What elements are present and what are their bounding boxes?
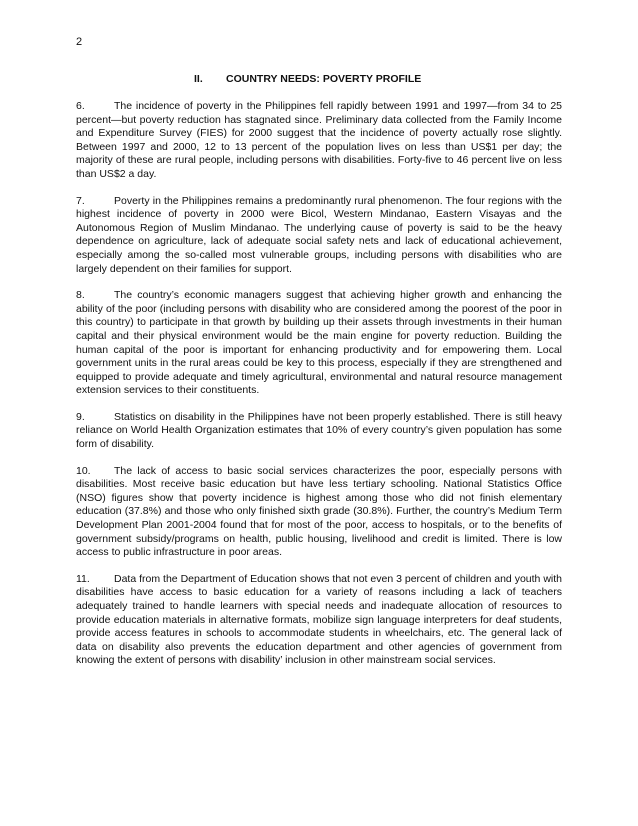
paragraph-10 — [76, 465, 562, 560]
paragraph-8 — [76, 289, 562, 398]
paragraph-11 — [76, 573, 562, 668]
paragraph-7 — [76, 195, 562, 277]
paragraph-text: The incidence of poverty in the Philippines fell rapidly between 1991 and 1997—from 34 to 25 percent—but poverty reduction has stagnated since. Preliminary data collected from the Family Income and Expenditure Survey (FIES) for 2000 suggest that the incidence of poverty actually rose slightly. Between 1997 and 2000, 12 to 13 percent of the population lives on less than US$1 per day; the majority of these are rural people, including persons with disabilities. Forty-five to 46 percent live on less than US$2 a day. — [76, 100, 562, 180]
paragraph-text: The lack of access to basic social services characterizes the poor, especially persons with disabilities. Most receive basic education but have less tertiary schooling. National Statistics Office (NSO) figures show that poverty incidence is highest among those who did not finish elementary education (37.8%) and those who only finished sixth grade (30.8%). Further, the country’s Medium Term Development Plan 2001-2004 found that for most of the poor, access to hospitals, or to the benefits of government subsidy/programs on health, public housing, livelihood and credit is limited. There is low access to public infrastructure in poor areas. — [76, 464, 562, 559]
section-title: COUNTRY NEEDS: POVERTY PROFILE — [226, 73, 422, 85]
paragraph-number: 10. — [76, 464, 91, 477]
paragraph-number: 7. — [76, 194, 85, 207]
paragraph-text: Statistics on disability in the Philippines have not been properly established. There is still heavy reliance on World Health Organization estimates that 10% of every country’s given population has some form of disability. — [76, 410, 562, 451]
page-number: 2 — [76, 36, 83, 48]
paragraph-text: Poverty in the Philippines remains a predominantly rural phenomenon. The four regions with the highest incidence of poverty in 2000 were Bicol, Western Mindanao, Eastern Visayas and the Autonomous Region of Muslim Mindanao. The underlying cause of poverty is said to be the heavy dependence on agriculture, lack of adequate social safety nets and lack of educational achievement, especially among the so-called most vulnerable groups, including persons with disabilities who are largely dependent on their families for support. — [76, 194, 562, 275]
paragraph-6 — [76, 100, 562, 182]
paragraph-text: The country’s economic managers suggest that achieving higher growth and enhancing the ability of the poor (including persons with disability who are considered among the poorest of the poor in this country) to participate in that growth by building up their assets through investments in their human capital and their physical environment would be the main engine for poverty reduction. Building the human capital of the poor is important for enhancing productivity and for empowering them. Local government units in the rural areas could be key to this process, especially if they are strengthened and equipped to provide adequate and timely agricultural, environmental and natural resource management extension services to their constituents. — [76, 289, 562, 397]
section-number: II. — [194, 73, 203, 85]
paragraph-number: 8. — [76, 289, 85, 302]
paragraph-9 — [76, 411, 562, 452]
document-body — [76, 100, 562, 681]
paragraph-number: 6. — [76, 100, 85, 112]
paragraph-text: Data from the Department of Education shows that not even 3 percent of children and youth with disabilities have access to basic education for a variety of reasons including a lack of teachers adequately trained to handle learners with special needs and inadequate allocation of resources to provide education materials in alternative formats, mobilize sign language interpreters for deaf students, provide access features in schools to accommodate students in wheelchairs, etc. The general lack of data on disability also prevents the education department and other agencies of government from knowing the extent of persons with disability’ inclusion in other mainstream social services. — [76, 572, 562, 667]
paragraph-number: 11. — [76, 572, 90, 585]
paragraph-number: 9. — [76, 410, 85, 423]
